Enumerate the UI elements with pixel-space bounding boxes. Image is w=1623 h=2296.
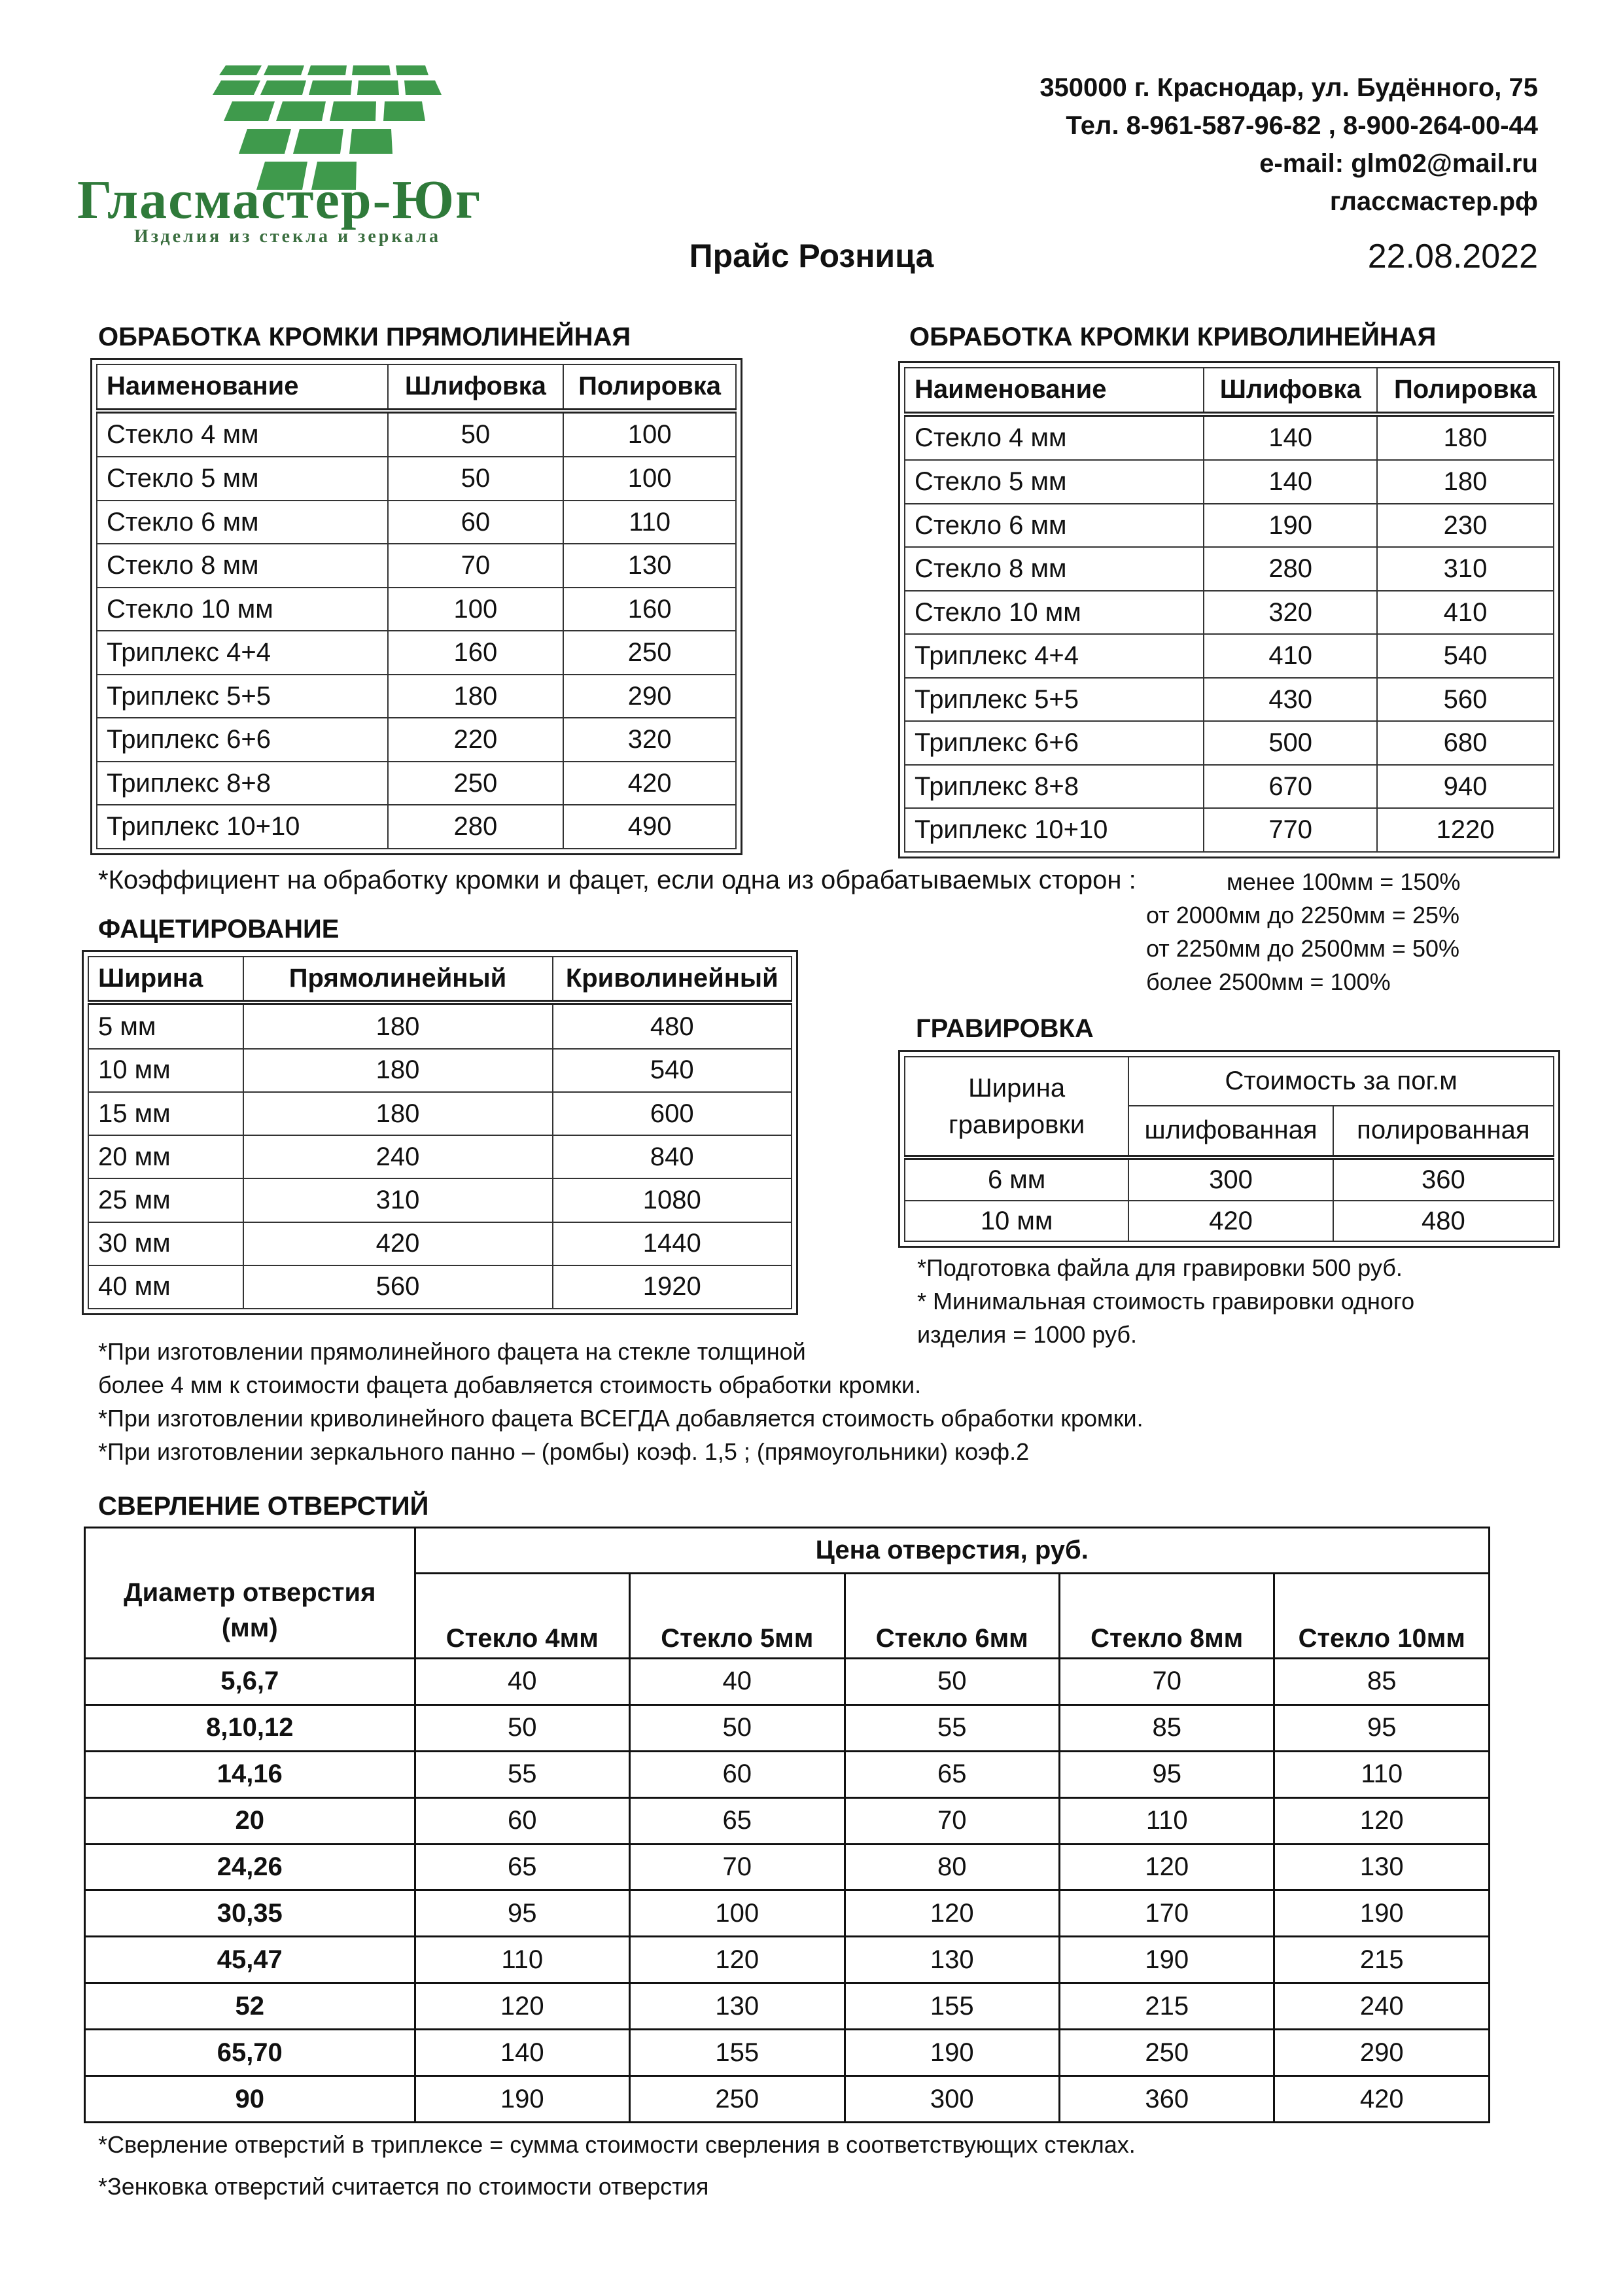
table-header-row: [85, 1528, 1490, 1574]
col-header-ground: шлифованная: [1128, 1106, 1333, 1157]
table-row: [905, 721, 1554, 765]
cell-grinding: 430: [1204, 678, 1377, 722]
cell-price: 40: [630, 1659, 845, 1705]
cell-grinding: 50: [388, 457, 564, 501]
table-row: [905, 547, 1554, 591]
table-header-row: [905, 1057, 1554, 1106]
col-header-price: Цена отверстия, руб.: [415, 1528, 1489, 1574]
cell-price: 190: [845, 2030, 1059, 2076]
cell-price: 250: [1059, 2030, 1274, 2076]
facet-note-4: *При изготовлении зеркального панно – (ромбы) коэф. 1,5 ; (прямоугольники) коэф.2: [98, 1438, 1030, 1465]
cell-name: Стекло 6 мм: [905, 504, 1204, 548]
section-title-drilling: СВЕРЛЕНИЕ ОТВЕРСТИЙ: [98, 1492, 429, 1521]
cell-name: Триплекс 10+10: [97, 805, 388, 849]
table-row: [88, 1049, 792, 1092]
company-logo: [72, 56, 595, 252]
email[interactable]: e-mail: glm02@mail.ru: [1259, 149, 1538, 178]
table-row: [97, 457, 736, 501]
cell-polishing: 410: [1377, 591, 1554, 635]
cell-width: 6 мм: [905, 1157, 1128, 1201]
cell-grinding: 160: [388, 631, 564, 675]
cell-grinding: 60: [388, 501, 564, 544]
cell-polishing: 100: [563, 457, 736, 501]
table-row: [905, 1201, 1554, 1241]
table-row: [97, 411, 736, 457]
cell-price: 215: [1059, 1983, 1274, 2030]
col-header-engraving-width: [905, 1057, 1128, 1157]
cell-name: Стекло 5 мм: [905, 460, 1204, 504]
cell-polishing: 940: [1377, 765, 1554, 809]
table-row: [85, 1983, 1490, 2030]
cell-name: Стекло 4 мм: [97, 411, 388, 457]
cell-straight: 240: [243, 1135, 553, 1178]
table-row: [97, 675, 736, 718]
cell-price: 65: [415, 1844, 629, 1890]
table-row: [97, 631, 736, 675]
section-title-edge-curved: ОБРАБОТКА КРОМКИ КРИВОЛИНЕЙНАЯ: [909, 323, 1437, 351]
cell-price: 300: [845, 2076, 1059, 2123]
cell-diameter: 20: [85, 1797, 415, 1844]
cell-diameter: 5,6,7: [85, 1659, 415, 1705]
cell-straight: 560: [243, 1265, 553, 1309]
cell-price: 65: [630, 1797, 845, 1844]
cell-width: 40 мм: [88, 1265, 243, 1309]
table-row: [88, 1135, 792, 1178]
cell-name: Триплекс 10+10: [905, 808, 1204, 852]
cell-price: 110: [1059, 1797, 1274, 1844]
drilling-table: [84, 1527, 1490, 2123]
cell-price: 130: [845, 1937, 1059, 1983]
cell-grinding: 770: [1204, 808, 1377, 852]
table-row: [905, 808, 1554, 852]
cell-price: 55: [845, 1704, 1059, 1751]
table-row: [97, 718, 736, 762]
cell-price: 100: [630, 1890, 845, 1937]
cell-grinding: 280: [1204, 547, 1377, 591]
brand-tagline: Изделия из стекла и зеркала: [134, 226, 441, 247]
cell-grinding: 100: [388, 588, 564, 631]
cell-price: 85: [1274, 1659, 1490, 1705]
brand-name: Гласмастер-Юг: [77, 169, 482, 230]
cell-diameter: 90: [85, 2076, 415, 2123]
edge-curved-table: [898, 361, 1560, 858]
col-header-grinding: Шлифовка: [388, 364, 564, 411]
table-row: [85, 1844, 1490, 1890]
cell-name: Стекло 6 мм: [97, 501, 388, 544]
cell-price: 155: [630, 2030, 845, 2076]
cell-name: Стекло 8 мм: [905, 547, 1204, 591]
cell-ground: 300: [1128, 1157, 1333, 1201]
cell-polishing: 420: [563, 762, 736, 805]
cell-grinding: 320: [1204, 591, 1377, 635]
col-header-width: Ширина: [88, 957, 243, 1002]
cell-polishing: 560: [1377, 678, 1554, 722]
cell-polishing: 250: [563, 631, 736, 675]
cell-price: 85: [1059, 1704, 1274, 1751]
table-row: [905, 678, 1554, 722]
facet-note-1: *При изготовлении прямолинейного фацета на стекле толщиной: [98, 1338, 806, 1365]
cell-grinding: 140: [1204, 414, 1377, 461]
cell-name: Триплекс 4+4: [97, 631, 388, 675]
table-row: [97, 805, 736, 849]
cell-grinding: 180: [388, 675, 564, 718]
col-header-glass-10: Стекло 10мм: [1274, 1574, 1490, 1659]
table-row: [97, 762, 736, 805]
cell-name: Стекло 4 мм: [905, 414, 1204, 461]
cell-price: 120: [1274, 1797, 1490, 1844]
table-row: [85, 1704, 1490, 1751]
cell-name: Стекло 10 мм: [905, 591, 1204, 635]
col-header-diameter-line-1: Диаметр отверстия: [124, 1578, 376, 1607]
cell-polishing: 540: [1377, 634, 1554, 678]
cell-name: Триплекс 8+8: [97, 762, 388, 805]
cell-price: 120: [845, 1890, 1059, 1937]
cell-price: 40: [415, 1659, 629, 1705]
table-row: [905, 414, 1554, 461]
cell-ground: 420: [1128, 1201, 1333, 1241]
cell-grinding: 220: [388, 718, 564, 762]
cell-polishing: 230: [1377, 504, 1554, 548]
cell-width: 15 мм: [88, 1092, 243, 1135]
cell-name: Триплекс 5+5: [97, 675, 388, 718]
table-row: [85, 2030, 1490, 2076]
col-header-diameter: [85, 1528, 415, 1659]
cell-polishing: 110: [563, 501, 736, 544]
cell-grinding: 500: [1204, 721, 1377, 765]
cell-price: 95: [415, 1890, 629, 1937]
drilling-note-2: *Зенковка отверстий считается по стоимости отверстия: [98, 2173, 709, 2200]
cell-polishing: 130: [563, 544, 736, 588]
cell-price: 50: [845, 1659, 1059, 1705]
cell-diameter: 24,26: [85, 1844, 415, 1890]
cell-width: 10 мм: [905, 1201, 1128, 1241]
facet-note-3: *При изготовлении криволинейного фацета ВСЕГДА добавляется стоимость обработки кромки.: [98, 1405, 1143, 1432]
cell-diameter: 14,16: [85, 1751, 415, 1797]
cell-price: 50: [630, 1704, 845, 1751]
cell-polishing: 100: [563, 411, 736, 457]
cell-price: 55: [415, 1751, 629, 1797]
col-header-diameter-line-2: (мм): [221, 1614, 278, 1642]
cell-name: Триплекс 6+6: [97, 718, 388, 762]
cell-polishing: 490: [563, 805, 736, 849]
table-row: [905, 460, 1554, 504]
cell-curved: 480: [553, 1002, 792, 1048]
cell-width: 30 мм: [88, 1222, 243, 1265]
cell-curved: 1080: [553, 1178, 792, 1222]
cell-grinding: 50: [388, 411, 564, 457]
engraving-note-1: *Подготовка файла для гравировки 500 руб.: [917, 1254, 1403, 1281]
cell-curved: 540: [553, 1049, 792, 1092]
cell-polishing: 290: [563, 675, 736, 718]
cell-price: 215: [1274, 1937, 1490, 1983]
cell-width: 20 мм: [88, 1135, 243, 1178]
table-row: [85, 1659, 1490, 1705]
col-header-width-line-1: Ширина: [968, 1073, 1066, 1103]
col-header-polishing: Полировка: [1377, 368, 1554, 414]
cell-price: 80: [845, 1844, 1059, 1890]
table-row: [97, 588, 736, 631]
cell-polishing: 680: [1377, 721, 1554, 765]
cell-curved: 1440: [553, 1222, 792, 1265]
cell-price: 250: [630, 2076, 845, 2123]
cell-grinding: 280: [388, 805, 564, 849]
cell-price: 110: [1274, 1751, 1490, 1797]
cell-diameter: 30,35: [85, 1890, 415, 1937]
cell-price: 70: [845, 1797, 1059, 1844]
col-header-name: Наименование: [905, 368, 1204, 414]
cell-polishing: 320: [563, 718, 736, 762]
document-title: Прайс Розница: [689, 238, 934, 274]
cell-straight: 420: [243, 1222, 553, 1265]
col-header-glass-6: Стекло 6мм: [845, 1574, 1059, 1659]
address: 350000 г. Краснодар, ул. Будённого, 75: [1039, 73, 1538, 102]
table-row: [905, 504, 1554, 548]
table-header-row: [97, 364, 736, 411]
cell-polished: 360: [1333, 1157, 1554, 1201]
drilling-note-1: *Сверление отверстий в триплексе = сумма стоимости сверления в соответствующих стеклах.: [98, 2131, 1136, 2158]
cell-straight: 310: [243, 1178, 553, 1222]
cell-price: 65: [845, 1751, 1059, 1797]
cell-price: 60: [415, 1797, 629, 1844]
table-row: [85, 2076, 1490, 2123]
cell-price: 120: [415, 1983, 629, 2030]
cell-price: 130: [1274, 1844, 1490, 1890]
cell-diameter: 52: [85, 1983, 415, 2030]
facet-table: [82, 950, 798, 1315]
cell-price: 130: [630, 1983, 845, 2030]
col-header-width-line-2: гравировки: [948, 1110, 1085, 1139]
section-title-edge-straight: ОБРАБОТКА КРОМКИ ПРЯМОЛИНЕЙНАЯ: [98, 323, 631, 351]
table-row: [88, 1222, 792, 1265]
col-header-straight: Прямолинейный: [243, 957, 553, 1002]
col-header-polishing: Полировка: [563, 364, 736, 411]
cell-width: 10 мм: [88, 1049, 243, 1092]
cell-price: 190: [1059, 1937, 1274, 1983]
cell-curved: 1920: [553, 1265, 792, 1309]
cell-price: 155: [845, 1983, 1059, 2030]
table-row: [905, 765, 1554, 809]
cell-price: 290: [1274, 2030, 1490, 2076]
cell-curved: 600: [553, 1092, 792, 1135]
cell-name: Триплекс 5+5: [905, 678, 1204, 722]
cell-price: 140: [415, 2030, 629, 2076]
coef-note-line-2: от 2000мм до 2250мм = 25%: [1146, 902, 1460, 928]
cell-name: Триплекс 8+8: [905, 765, 1204, 809]
table-row: [85, 1797, 1490, 1844]
col-header-polished: полированная: [1333, 1106, 1554, 1157]
coef-note-line-1: менее 100мм = 150%: [1227, 868, 1461, 895]
contact-block: [1039, 69, 1538, 221]
engraving-note-3: изделия = 1000 руб.: [917, 1321, 1138, 1348]
logo-tiles-icon: [72, 56, 595, 252]
cell-price: 110: [415, 1937, 629, 1983]
cell-straight: 180: [243, 1049, 553, 1092]
table-row: [88, 1002, 792, 1048]
cell-name: Стекло 5 мм: [97, 457, 388, 501]
table-row: [88, 1265, 792, 1309]
table-row: [85, 1751, 1490, 1797]
document-date: 22.08.2022: [1367, 238, 1538, 275]
col-header-glass-4: Стекло 4мм: [415, 1574, 629, 1659]
cell-polishing: 160: [563, 588, 736, 631]
cell-price: 120: [1059, 1844, 1274, 1890]
cell-name: Триплекс 4+4: [905, 634, 1204, 678]
cell-price: 50: [415, 1704, 629, 1751]
edge-straight-table: [90, 358, 742, 855]
table-row: [85, 1890, 1490, 1937]
cell-price: 95: [1059, 1751, 1274, 1797]
table-row: [85, 1937, 1490, 1983]
table-row: [905, 1157, 1554, 1201]
coef-note-line-4: более 2500мм = 100%: [1146, 968, 1391, 995]
cell-price: 420: [1274, 2076, 1490, 2123]
col-header-curved: Криволинейный: [553, 957, 792, 1002]
engraving-note-2: * Минимальная стоимость гравировки одного: [917, 1288, 1415, 1315]
table-row: [88, 1092, 792, 1135]
cell-diameter: 45,47: [85, 1937, 415, 1983]
table-header-row: [905, 368, 1554, 414]
cell-polished: 480: [1333, 1201, 1554, 1241]
facet-note-2: более 4 мм к стоимости фацета добавляется стоимость обработки кромки.: [98, 1371, 922, 1398]
col-header-grinding: Шлифовка: [1204, 368, 1377, 414]
table-row: [88, 1178, 792, 1222]
coef-note-line-3: от 2250мм до 2500мм = 50%: [1146, 935, 1460, 962]
coef-note-main: *Коэффициент на обработку кромки и фацет, если одна из обрабатываемых сторон :: [98, 866, 1136, 894]
cell-price: 95: [1274, 1704, 1490, 1751]
table-row: [905, 634, 1554, 678]
cell-price: 120: [630, 1937, 845, 1983]
col-header-glass-5: Стекло 5мм: [630, 1574, 845, 1659]
section-title-engraving: ГРАВИРОВКА: [916, 1014, 1094, 1043]
cell-grinding: 250: [388, 762, 564, 805]
cell-polishing: 1220: [1377, 808, 1554, 852]
cell-straight: 180: [243, 1002, 553, 1048]
cell-name: Стекло 10 мм: [97, 588, 388, 631]
col-header-name: Наименование: [97, 364, 388, 411]
cell-diameter: 8,10,12: [85, 1704, 415, 1751]
col-header-cost: Стоимость за пог.м: [1128, 1057, 1554, 1106]
cell-polishing: 180: [1377, 414, 1554, 461]
engraving-table: [898, 1050, 1560, 1248]
website[interactable]: глассмастер.рф: [1329, 187, 1538, 216]
cell-grinding: 140: [1204, 460, 1377, 504]
cell-name: Триплекс 6+6: [905, 721, 1204, 765]
cell-price: 70: [1059, 1659, 1274, 1705]
cell-price: 60: [630, 1751, 845, 1797]
cell-straight: 180: [243, 1092, 553, 1135]
cell-polishing: 180: [1377, 460, 1554, 504]
cell-polishing: 310: [1377, 547, 1554, 591]
table-header-row: [88, 957, 792, 1002]
cell-diameter: 65,70: [85, 2030, 415, 2076]
table-row: [97, 544, 736, 588]
cell-price: 240: [1274, 1983, 1490, 2030]
cell-grinding: 670: [1204, 765, 1377, 809]
section-title-facet: ФАЦЕТИРОВАНИЕ: [98, 915, 340, 944]
cell-grinding: 410: [1204, 634, 1377, 678]
phone: Тел. 8-961-587-96-82 , 8-900-264-00-44: [1066, 111, 1538, 140]
cell-grinding: 190: [1204, 504, 1377, 548]
table-row: [97, 501, 736, 544]
cell-grinding: 70: [388, 544, 564, 588]
table-row: [905, 591, 1554, 635]
cell-width: 5 мм: [88, 1002, 243, 1048]
cell-price: 190: [1274, 1890, 1490, 1937]
cell-price: 70: [630, 1844, 845, 1890]
cell-width: 25 мм: [88, 1178, 243, 1222]
cell-curved: 840: [553, 1135, 792, 1178]
cell-name: Стекло 8 мм: [97, 544, 388, 588]
cell-price: 190: [415, 2076, 629, 2123]
cell-price: 170: [1059, 1890, 1274, 1937]
col-header-glass-8: Стекло 8мм: [1059, 1574, 1274, 1659]
cell-price: 360: [1059, 2076, 1274, 2123]
